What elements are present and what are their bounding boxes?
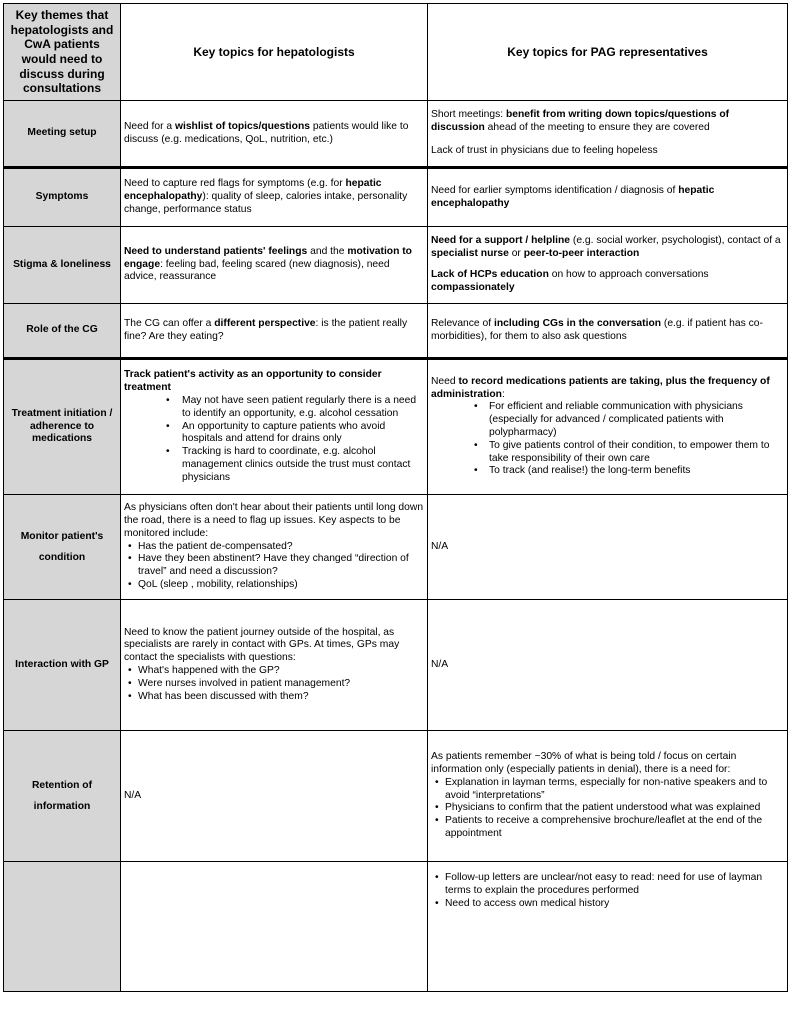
hepatologist-topic-cell <box>121 227 428 304</box>
list-item: • Explanation in layman terms, especially for non-native speakers and to avoid “interpretations” <box>431 777 784 803</box>
text: Relevance of <box>431 317 494 329</box>
pag-topic-cell <box>428 862 788 992</box>
list-item: • Need to access own medical history <box>431 898 784 911</box>
bold-text: hepatic encephalopathy <box>124 178 382 203</box>
list-item: • Physicians to confirm that the patient understood what was explained <box>431 802 784 815</box>
theme-cell: Interaction with GP <box>4 600 121 731</box>
header-row <box>4 4 788 101</box>
bold-text: wishlist of topics/questions <box>174 120 310 132</box>
list-item: • What has been discussed with them? <box>124 691 424 704</box>
hepatologist-topic-cell: N/A <box>121 731 428 862</box>
bullet-list <box>124 395 424 485</box>
pag-topic-cell <box>428 359 788 495</box>
text: or <box>508 248 524 260</box>
hepatologist-topic-cell <box>121 304 428 359</box>
text: ahead of the meeting to ensure they are covered <box>484 121 710 133</box>
bold-text: benefit from writing down topics/questions of discussion <box>431 108 730 133</box>
bullet-list <box>431 401 784 478</box>
text: ): quality of sleep, calories intake, personality change, performance status <box>124 191 408 215</box>
document-page <box>3 3 787 992</box>
list-item: • For efficient and reliable communication with physicians (especially for advanced / complicated patients with polypharmacy) <box>431 401 784 439</box>
pag-topic-cell <box>428 304 788 359</box>
text: (e.g. social worker, psychologist), contact of a <box>570 235 781 247</box>
pag-topic-cell <box>428 227 788 304</box>
table-row-retention <box>4 731 788 862</box>
text: The CG can offer a <box>124 317 215 329</box>
text: (e.g. if patient has co-morbidities), for them to also ask questions <box>431 317 763 342</box>
paragraph: Lack of trust in physicians due to feeling hopeless <box>431 145 658 157</box>
text: As physicians often don't hear about their patients until long down the road, there is a need to flag up issues. Key aspects to be monitored include: <box>124 502 424 539</box>
list-item: • Has the patient de-compensated? <box>124 541 424 554</box>
table-row-stigma-loneliness <box>4 227 788 304</box>
table-row-meeting-setup <box>4 101 788 168</box>
bold-text: Need to understand patients' feelings <box>124 245 308 257</box>
bold-text: different perspective <box>214 317 316 329</box>
theme-cell: Retention of information <box>4 731 121 862</box>
theme-cell: Role of the CG <box>4 304 121 359</box>
text: Need for a <box>124 120 175 132</box>
list-item: • Patients to receive a comprehensive brochure/leaflet at the end of the appointment <box>431 815 784 841</box>
theme-cell: Treatment initiation / adherence to medications <box>4 359 121 495</box>
table-row-symptoms <box>4 168 788 227</box>
text: Need for earlier symptoms identification / diagnosis of <box>431 184 679 196</box>
pag-topic-cell <box>428 101 788 168</box>
list-item: • Tracking is hard to coordinate, e.g. alcohol management clinics outside the trust must contact physicians <box>124 446 424 484</box>
bullet-list <box>124 541 424 592</box>
hepatologist-topic-cell <box>121 101 428 168</box>
pag-topic-cell <box>428 731 788 862</box>
paragraph <box>431 109 784 135</box>
bold-text: specialist nurse <box>431 248 509 260</box>
theme-cell-empty <box>4 862 121 992</box>
list-item: • An opportunity to capture patients who avoid hospitals and attend for drains only <box>124 421 424 447</box>
text: : is the patient really fine? Are they eating? <box>124 317 408 342</box>
theme-cell: Symptoms <box>4 168 121 227</box>
hepatologist-topic-cell <box>121 168 428 227</box>
text: Short meetings: <box>431 108 506 120</box>
paragraph <box>431 269 784 295</box>
bold-text: to record medications patients are taking, plus the frequency of administration <box>431 375 770 400</box>
list-item: • QoL (sleep , mobility, relationships) <box>124 579 424 592</box>
hepatologist-topic-cell <box>121 359 428 495</box>
bold-text: peer-to-peer interaction <box>523 248 640 260</box>
text: : feeling bad, feeling scared (new diagnosis), need advice, reassurance <box>124 258 390 283</box>
list-item: • Were nurses involved in patient management? <box>124 678 424 691</box>
list-item: • What's happened with the GP? <box>124 665 424 678</box>
hepatologist-topic-cell-empty <box>121 862 428 992</box>
theme-cell: Stigma & loneliness <box>4 227 121 304</box>
list-item: • Have they been abstinent? Have they changed “direction of travel” and need a discussion? <box>124 553 424 579</box>
text: Need to capture red flags for symptoms (e.g. for <box>124 178 346 190</box>
table-row-treatment <box>4 359 788 495</box>
pag-topic-cell: N/A <box>428 495 788 600</box>
pag-topic-cell <box>428 168 788 227</box>
header-pag: Key topics for PAG representatives <box>428 4 788 101</box>
key-themes-table <box>3 3 788 992</box>
text: Need <box>431 375 459 387</box>
list-item: • May not have seen patient regularly there is a need to identify an opportunity, e.g. alcohol cessation <box>124 395 424 421</box>
text: As patients remember ~30% of what is being told / focus on certain information only (especially patients in denial), there is a need for: <box>431 751 737 775</box>
theme-cell: Meeting setup <box>4 101 121 168</box>
theme-cell: Monitor patient's condition <box>4 495 121 600</box>
bullet-list <box>124 665 424 703</box>
bold-text: compassionately <box>431 281 515 293</box>
list-item: • To track (and realise!) the long-term benefits <box>431 465 784 478</box>
bullet-list <box>431 777 784 841</box>
table-row-role-of-cg <box>4 304 788 359</box>
hepatologist-topic-cell <box>121 495 428 600</box>
bold-text: Lack of HCPs education <box>431 269 549 280</box>
table-row-additional <box>4 862 788 992</box>
hepatologist-topic-cell <box>121 600 428 731</box>
text: Need to know the patient journey outside of the hospital, as specialists are rarely in contact with GPs. At times, GPs may contact the specialists with questions: <box>124 626 400 664</box>
bold-text: hepatic encephalopathy <box>431 184 715 209</box>
header-hepatologists: Key topics for hepatologists <box>121 4 428 101</box>
bold-text: Track patient's activity as an opportunity to consider treatment <box>124 369 382 394</box>
header-themes: Key themes that hepatologists and CwA patients would need to discuss during consultations <box>4 4 121 101</box>
bold-text: motivation to engage <box>124 245 412 270</box>
bullet-list <box>431 872 784 910</box>
table-row-monitor <box>4 495 788 600</box>
text: : <box>501 388 505 400</box>
bold-text: Need for a support / helpline <box>431 235 571 247</box>
text: patients would like to discuss (e.g. medications, QoL, nutrition, etc.) <box>124 120 409 145</box>
text: and the <box>307 245 348 257</box>
text: on how to approach conversations <box>548 269 709 280</box>
list-item: • Follow-up letters are unclear/not easy to read: need for use of layman terms to explain the procedures performed <box>431 872 784 898</box>
bold-text: including CGs in the conversation <box>493 317 662 329</box>
paragraph <box>431 235 784 261</box>
table-row-interaction-gp <box>4 600 788 731</box>
pag-topic-cell: N/A <box>428 600 788 731</box>
list-item: • To give patients control of their condition, to empower them to take responsibility of their own care <box>431 440 784 466</box>
